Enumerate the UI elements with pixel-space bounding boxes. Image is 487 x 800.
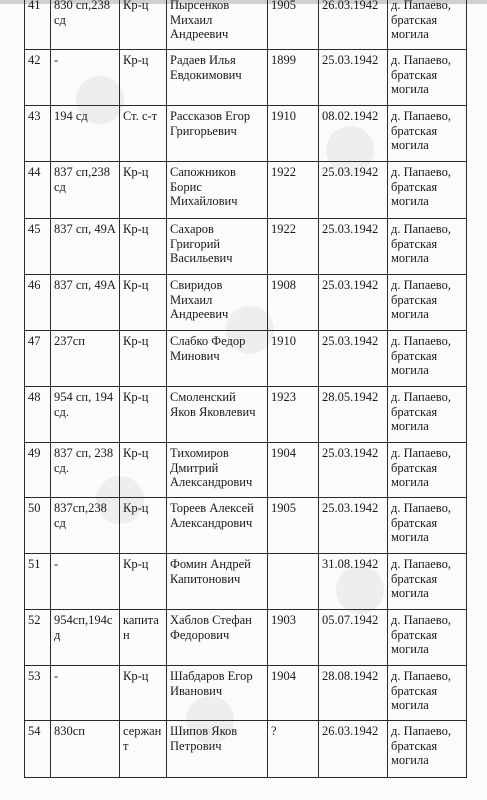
table-row: [25, 443, 467, 498]
burial-place-line: могила: [391, 194, 429, 208]
burial-place-line: братская: [391, 515, 438, 530]
name-line: Дмитрий: [170, 460, 219, 475]
military-unit: 194 сд: [51, 106, 120, 162]
record-number: 49: [25, 443, 51, 498]
name-line: Фомин Андрей: [170, 557, 251, 571]
military-unit: 830сп: [51, 721, 120, 778]
full-name: [167, 162, 268, 219]
name-line: Андреевич: [170, 27, 229, 41]
full-name: [167, 331, 268, 387]
burial-place-line: братская: [391, 292, 438, 307]
table-row: [25, 498, 467, 554]
burial-place-line: братская: [391, 738, 438, 753]
name-line: Григорьевич: [170, 123, 237, 138]
burial-place-line: д. Папаево,: [391, 278, 451, 292]
birth-year: 1905: [268, 0, 319, 50]
table-row: [25, 554, 467, 610]
burial-place-line: могила: [391, 307, 429, 321]
burial-place-line: д. Папаево,: [391, 446, 451, 460]
burial-place-line: д. Папаево,: [391, 334, 451, 348]
military-rank: Кр-ц: [120, 219, 167, 275]
burial-place-line: д. Папаево,: [391, 222, 451, 236]
record-number: 43: [25, 106, 51, 162]
burial-place-line: могила: [391, 251, 429, 265]
burial-place-line: братская: [391, 12, 438, 27]
burial-place-line: д. Папаево,: [391, 390, 451, 404]
burial-place: [388, 721, 467, 778]
full-name: [167, 610, 268, 666]
record-number: 41: [25, 0, 51, 50]
table-row: [25, 0, 467, 50]
table-row: [25, 106, 467, 162]
full-name: [167, 106, 268, 162]
name-line: Борис: [170, 179, 202, 194]
birth-year: 1922: [268, 162, 319, 219]
birth-year: 1899: [268, 50, 319, 106]
military-unit: 954сп,194с д: [51, 610, 120, 666]
military-rank: Кр-ц: [120, 443, 167, 498]
name-line: Шипов Яков: [170, 724, 238, 738]
full-name: [167, 721, 268, 778]
burial-place-line: могила: [391, 419, 429, 433]
full-name: [167, 554, 268, 610]
record-number: 47: [25, 331, 51, 387]
burial-place-line: могила: [391, 363, 429, 377]
military-unit: -: [51, 50, 120, 106]
burial-place-line: братская: [391, 179, 438, 194]
death-date: 25.03.1942: [319, 219, 388, 275]
burial-place: [388, 50, 467, 106]
death-date: 25.03.1942: [319, 331, 388, 387]
military-rank: сержант: [120, 721, 167, 778]
burial-place-line: могила: [391, 698, 429, 712]
military-rank: Кр-ц: [120, 275, 167, 331]
burial-place-line: д. Папаево,: [391, 557, 451, 571]
table-row: [25, 331, 467, 387]
military-rank: Кр-ц: [120, 50, 167, 106]
table-row: [25, 162, 467, 219]
birth-year: 1910: [268, 106, 319, 162]
burial-place-line: братская: [391, 404, 438, 419]
name-line: Тихомиров: [170, 446, 229, 460]
full-name: [167, 443, 268, 498]
name-line: Васильевич: [170, 251, 233, 265]
full-name: [167, 387, 268, 443]
name-line: Слабко Федор: [170, 334, 246, 348]
record-number: 46: [25, 275, 51, 331]
military-unit: -: [51, 554, 120, 610]
birth-year: [268, 554, 319, 610]
burial-place: [388, 331, 467, 387]
burial-place-line: могила: [391, 82, 429, 96]
record-number: 54: [25, 721, 51, 778]
birth-year: 1904: [268, 443, 319, 498]
burial-place: [388, 443, 467, 498]
burial-place-line: могила: [391, 586, 429, 600]
table-row: [25, 721, 467, 778]
military-unit: 837 сп, 238 сд.: [51, 443, 120, 498]
military-rank: Ст. с-т: [120, 106, 167, 162]
burial-place-line: братская: [391, 683, 438, 698]
full-name: [167, 219, 268, 275]
death-date: 25.03.1942: [319, 162, 388, 219]
death-date: 28.05.1942: [319, 387, 388, 443]
birth-year: 1904: [268, 666, 319, 721]
birth-year: 1905: [268, 498, 319, 554]
burial-place-line: могила: [391, 475, 429, 489]
military-rank: Кр-ц: [120, 162, 167, 219]
death-date: 31.08.1942: [319, 554, 388, 610]
full-name: [167, 0, 268, 50]
name-line: Петрович: [170, 738, 222, 753]
burial-place-line: могила: [391, 753, 429, 767]
name-line: Сахаров: [170, 222, 214, 236]
name-line: Хаблов Стефан: [170, 613, 252, 627]
name-line: Григорий: [170, 236, 221, 251]
table-row: [25, 219, 467, 275]
burial-place: [388, 610, 467, 666]
table-row: [25, 50, 467, 106]
burial-place-line: д. Папаево,: [391, 724, 451, 738]
full-name: [167, 666, 268, 721]
name-line: Яков Яковлевич: [170, 404, 256, 419]
burial-place: [388, 498, 467, 554]
table-row: [25, 387, 467, 443]
burial-place-line: д. Папаево,: [391, 53, 451, 67]
name-line: Тореев Алексей: [170, 501, 254, 515]
burial-place: [388, 219, 467, 275]
military-unit: 830 сп,238 сд: [51, 0, 120, 50]
burial-place-line: братская: [391, 571, 438, 586]
burial-place-line: могила: [391, 138, 429, 152]
burial-place-line: могила: [391, 27, 429, 41]
burial-place-line: д. Папаево,: [391, 669, 451, 683]
burial-place: [388, 387, 467, 443]
record-number: 53: [25, 666, 51, 721]
burial-place: [388, 106, 467, 162]
record-number: 48: [25, 387, 51, 443]
name-line: Андреевич: [170, 307, 229, 321]
burial-place: [388, 666, 467, 721]
burial-place-line: могила: [391, 530, 429, 544]
table-row: [25, 666, 467, 721]
record-number: 45: [25, 219, 51, 275]
record-number: 51: [25, 554, 51, 610]
burial-place-line: братская: [391, 348, 438, 363]
name-line: Капитонович: [170, 571, 241, 586]
burial-place: [388, 162, 467, 219]
death-date: 25.03.1942: [319, 275, 388, 331]
name-line: Александрович: [170, 475, 253, 489]
burial-place-line: могила: [391, 642, 429, 656]
death-date: 08.02.1942: [319, 106, 388, 162]
burial-place-line: д. Папаево,: [391, 501, 451, 515]
death-date: 25.03.1942: [319, 50, 388, 106]
name-line: Пырсенков: [170, 0, 230, 12]
record-number: 52: [25, 610, 51, 666]
birth-year: 1923: [268, 387, 319, 443]
name-line: Смоленский: [170, 390, 236, 404]
burial-place-line: д. Папаево,: [391, 165, 451, 179]
record-number: 50: [25, 498, 51, 554]
military-rank: Кр-ц: [120, 666, 167, 721]
name-line: Иванович: [170, 683, 223, 698]
military-rank: Кр-ц: [120, 331, 167, 387]
burial-place-line: братская: [391, 460, 438, 475]
burial-place-line: д. Папаево,: [391, 0, 451, 12]
burial-place-line: братская: [391, 627, 438, 642]
military-unit: -: [51, 666, 120, 721]
military-unit: 837 сп, 49А: [51, 275, 120, 331]
name-line: Рассказов Егор: [170, 109, 251, 123]
record-number: 42: [25, 50, 51, 106]
military-rank: капитан: [120, 610, 167, 666]
military-rank: Кр-ц: [120, 498, 167, 554]
death-date: 28.08.1942: [319, 666, 388, 721]
death-date: 25.03.1942: [319, 443, 388, 498]
birth-year: 1922: [268, 219, 319, 275]
burial-place-line: братская: [391, 236, 438, 251]
name-line: Александрович: [170, 515, 253, 530]
military-rank: Кр-ц: [120, 554, 167, 610]
birth-year: 1908: [268, 275, 319, 331]
burial-place-line: д. Папаево,: [391, 613, 451, 627]
name-line: Федорович: [170, 627, 230, 642]
table-row: [25, 610, 467, 666]
name-line: Михаил: [170, 12, 213, 27]
death-date: 26.03.1942: [319, 721, 388, 778]
military-unit: 954 сп, 194 сд.: [51, 387, 120, 443]
military-rank: Кр-ц: [120, 387, 167, 443]
military-unit: 837 сп, 49А: [51, 219, 120, 275]
full-name: [167, 498, 268, 554]
military-unit: 237сп: [51, 331, 120, 387]
name-line: Михаил: [170, 292, 213, 307]
name-line: Свиридов: [170, 278, 223, 292]
burial-place: [388, 275, 467, 331]
name-line: Евдокимович: [170, 67, 242, 82]
burial-place-line: братская: [391, 67, 438, 82]
table-row: [25, 275, 467, 331]
birth-year: 1903: [268, 610, 319, 666]
burial-place-line: д. Папаево,: [391, 109, 451, 123]
burial-place: [388, 554, 467, 610]
birth-year: ?: [268, 721, 319, 778]
military-unit: 837сп,238 сд: [51, 498, 120, 554]
death-date: 05.07.1942: [319, 610, 388, 666]
name-line: Сапожников: [170, 165, 236, 179]
name-line: Радаев Илья: [170, 53, 236, 67]
burial-place-line: братская: [391, 123, 438, 138]
burial-roll-body: [25, 0, 467, 778]
burial-roll-table: [24, 0, 467, 778]
death-date: 26.03.1942: [319, 0, 388, 50]
full-name: [167, 275, 268, 331]
record-number: 44: [25, 162, 51, 219]
name-line: Минович: [170, 348, 220, 363]
military-rank: Кр-ц: [120, 0, 167, 50]
military-unit: 837 сп,238 сд: [51, 162, 120, 219]
name-line: Михайлович: [170, 194, 238, 208]
burial-place: [388, 0, 467, 50]
birth-year: 1910: [268, 331, 319, 387]
name-line: Шабдаров Егор: [170, 669, 253, 683]
death-date: 25.03.1942: [319, 498, 388, 554]
full-name: [167, 50, 268, 106]
